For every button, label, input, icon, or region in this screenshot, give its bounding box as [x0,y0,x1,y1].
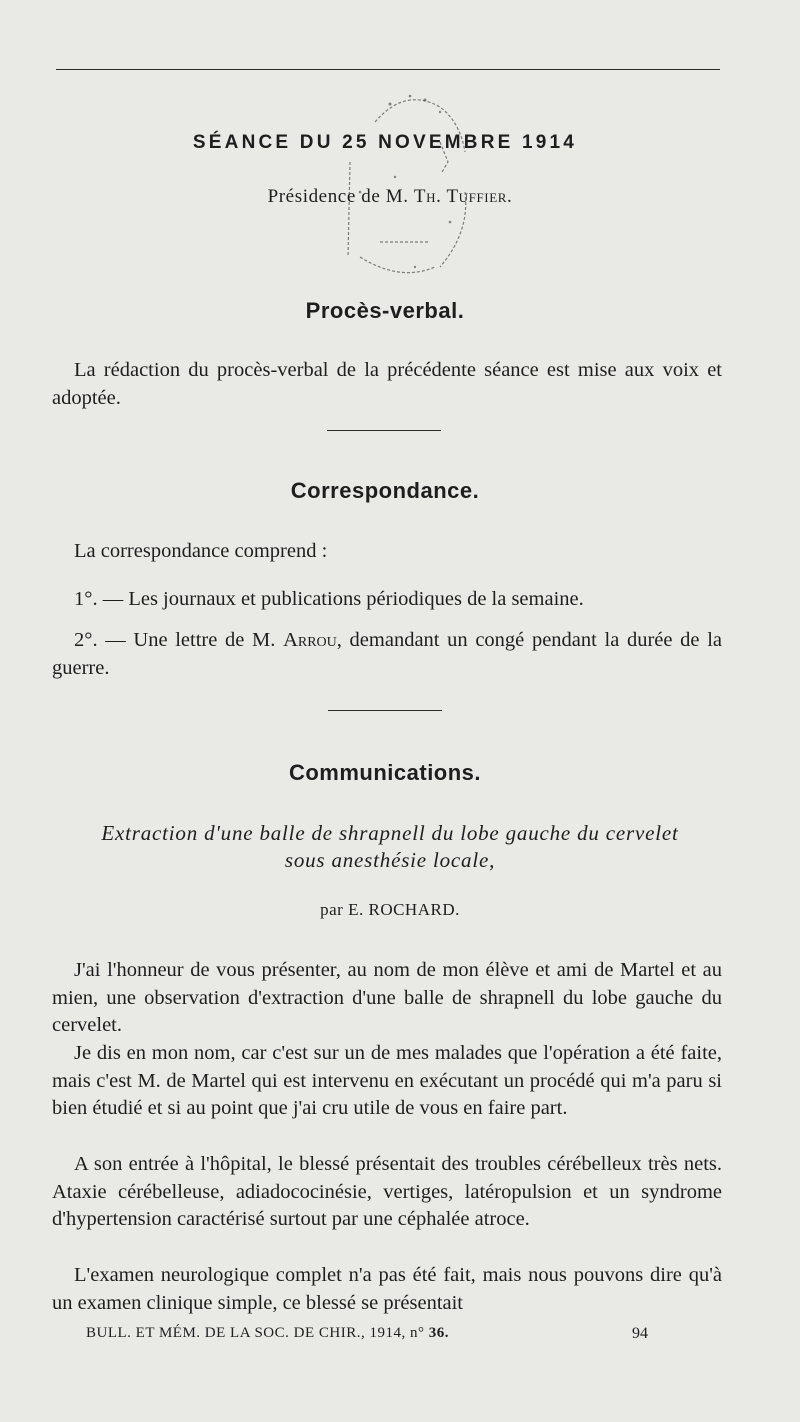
proces-verbal-title: Procès-verbal. [305,298,465,323]
top-rule [56,69,720,70]
article-author: par E. ROCHARD. [320,900,460,919]
body-paragraph: L'examen neurologique complet n'a pas été fait, mais nous pouvons dire qu'à un examen clinique simple, ce blessé se présentait [52,1264,722,1314]
proces-verbal-text: La rédaction du procès-verbal de la précédente séance est mise aux voix et adoptée. [52,359,722,409]
body-paragraph: J'ai l'honneur de vous présenter, au nom de mon élève et ami de Martel et au mien, une observation d'extraction d'une balle de shrapnell du lobe gauche du cervelet. [52,959,722,1036]
correspondance-title: Correspondance. [290,478,480,503]
library-stamp [320,82,490,282]
presidence-prefix: Présidence de M. [267,186,414,207]
arrou-name: Arrou [283,629,337,651]
section-divider [328,710,442,711]
correspondance-item-1: 1°. — Les journaux et publications périodiques de la semaine. [74,588,584,610]
section-divider [327,430,441,431]
article-title [0,820,780,874]
article-title-line-1: Extraction d'une balle de shrapnell du lobe gauche du cervelet [101,821,679,845]
presidence-line [0,186,780,208]
page-number: 94 [632,1325,648,1342]
article-title-line-2: sous anesthésie locale, [284,848,496,872]
body-paragraph: Je dis en mon nom, car c'est sur un de mes malades que l'opération a été faite, mais c'est M. de Martel qui est intervenu en exécutant un procédé qui m'a paru si bien étudié et si au point que j'ai cru utile de vous en faire part. [52,1042,722,1119]
seance-heading: SÉANCE DU 25 NOVEMBRE 1914 [192,132,578,153]
body-paragraph: A son entrée à l'hôpital, le blessé présentait des troubles cérébelleux très nets. Ataxie cérébelleuse, adiadococinésie, vertiges, latéropulsion et un syndrome d'hypertension caractérisé surtout par une céphalée atroce. [52,1153,722,1230]
issue-number: 36. [428,1325,449,1341]
item2-suffix: , demandant un congé pendant la durée de la guerre. [52,629,722,679]
journal-citation [86,1325,449,1342]
communications-title: Communications. [288,760,482,785]
citation-prefix: BULL. ET MÉM. DE LA SOC. DE CHIR., 1914, n° [86,1325,429,1341]
item2-prefix: 2°. — Une lettre de M. [74,629,284,651]
correspondance-intro: La correspondance comprend : [74,540,328,562]
president-name: Th. Tuffier. [413,186,513,207]
correspondance-item-2 [52,627,722,682]
